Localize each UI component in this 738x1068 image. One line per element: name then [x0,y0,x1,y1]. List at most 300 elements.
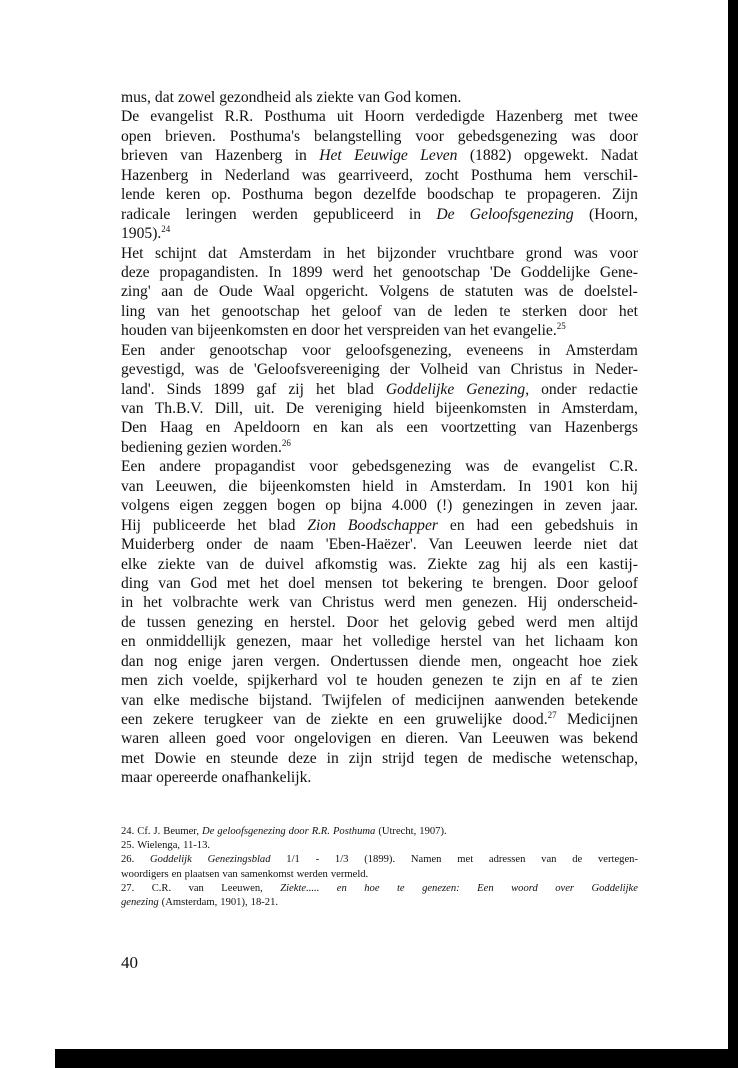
word: was [465,458,490,476]
word: op [325,497,341,515]
word: steunde [230,749,279,767]
word: verdedigde [415,108,485,126]
word: Dill, [214,400,243,417]
paragraph [121,107,638,243]
word: genootschap [402,263,481,281]
word: gebedshuis [544,516,614,534]
word: zowel [177,89,216,106]
word: dan [121,652,144,670]
word: het [525,633,545,651]
word: tussen [146,613,186,631]
word: samenkomst [240,868,294,880]
text-line [121,496,638,515]
word: Amsterdam. [429,477,507,495]
text-line [121,244,638,263]
word: 25. [121,840,135,852]
word: over [555,882,575,894]
word: komen. [415,89,462,106]
word: Waal [263,283,295,301]
word: land'. [121,380,155,398]
word: genezen: [422,882,460,894]
word: gezondheid [219,89,292,106]
word: elke [153,691,180,709]
paragraph [121,244,638,341]
word: in [543,497,556,515]
text-line [121,341,638,360]
word: Amsterdam, [561,400,638,417]
word: voor [302,341,331,359]
word: mensen [324,574,373,592]
word: radicale [121,205,171,223]
word: In [518,477,532,495]
word: kon [614,633,638,651]
word: en [313,419,328,437]
word: voor [415,127,444,145]
word: waren [121,730,160,748]
word: werd [332,263,364,281]
word: volgens [121,497,170,515]
word: Amsterdam [238,244,312,262]
word: Den [121,419,147,437]
text-line [121,146,638,165]
word: uit [336,108,354,126]
word: adressen [488,854,526,866]
word: dezelfde [363,186,417,204]
word: vergen. [273,652,320,670]
word: bediening [121,438,183,456]
word: in [408,205,422,223]
word: uit. [254,400,275,417]
word: kastij- [598,555,638,573]
word: open [121,127,152,145]
word: als [295,89,313,106]
word: gaf [256,380,277,398]
word: Neder- [594,361,638,379]
paragraph [121,341,638,458]
word: in [537,400,551,417]
word: door [609,127,638,145]
text-line [121,88,638,107]
word: bijeenkomsten [435,400,527,417]
word: was. [388,555,417,573]
word: te [472,574,484,592]
word: Het [319,147,342,165]
word: houden [121,322,167,340]
word: leerde [533,536,572,554]
word: was [194,361,220,379]
word: door [288,826,309,837]
word: diende [418,652,461,670]
word: door [311,322,340,340]
word: hem [544,166,572,184]
word: De [285,400,304,417]
word: zijn [513,672,537,690]
word: evangelist [532,458,596,476]
word: het [143,594,163,612]
word: met [457,854,474,866]
word: men [567,613,595,631]
word: zocht [424,166,459,184]
word: woord [511,882,538,894]
word: Geloofsgenezing [469,205,574,223]
word: en [381,730,396,748]
word: men, [470,652,502,670]
text-line [121,399,638,418]
footnote-ref: 24 [161,224,171,235]
word: vruchtbare [447,244,515,262]
word: en [205,419,221,437]
word: hield [362,477,394,495]
word: en [264,613,279,631]
word: onder [206,536,242,554]
word: Twijfelen [322,691,382,709]
word: voor [309,458,338,476]
word: bijstand. [258,691,313,709]
word: genootschap [221,302,300,320]
word: zeven [565,497,602,515]
word: in [572,361,585,379]
word: Sinds [166,380,202,398]
word: Hazenberg [495,108,563,126]
word: Goddelijke [385,380,455,398]
word: gebedsgenezing [351,458,452,476]
word: van [206,555,229,573]
text-line [121,224,638,243]
word: van [156,302,180,320]
word: Leeuwen [492,730,550,748]
word: alleen [168,730,207,748]
text-line [121,302,638,321]
word: plaatsen [184,868,220,880]
text-line [121,729,638,748]
scan-border-bottom [55,1049,738,1068]
word: lende [121,186,155,204]
word: zien [611,672,638,690]
word: was [523,283,549,301]
word: God [384,89,412,106]
word: het [343,322,363,340]
text-line [121,574,638,593]
word: ongeacht [512,652,569,670]
word: doel [288,574,316,592]
word: de [121,613,136,631]
word: naam [280,536,314,554]
text-line [121,107,638,126]
word: men [425,594,453,612]
word: te [591,672,603,690]
word: geloofsgenezing [217,826,286,837]
word: aanwenden [494,691,565,709]
word: genezing [196,613,254,631]
word: de [239,555,255,573]
word: tegen [424,749,458,767]
word: Goddelijke [591,882,638,894]
text-line [121,477,638,496]
word: Oude [218,283,253,301]
word: en [121,633,136,651]
word: herstel [440,633,483,651]
word: van [393,302,416,320]
word: het [311,302,331,320]
word: geloofsgenezing, [345,341,452,359]
word: Leeuwen [464,536,522,554]
word: deze [288,749,317,767]
word: blad [347,380,374,398]
word: (Utrecht, [378,826,417,837]
word: gelovig [419,613,467,631]
word: met [226,574,251,592]
word: met [574,108,598,126]
word: Hazenberg [121,166,189,184]
word: enige [187,652,222,670]
word: keren [165,186,201,204]
word: C.R. [609,458,638,476]
text-line [121,418,638,437]
word: verschil- [583,166,638,184]
word: 1899 [213,380,245,398]
word: betekende [574,691,638,709]
word: een [511,516,533,534]
word: leringen [185,205,237,223]
word: elke [121,555,147,573]
word: wetenschap, [561,749,638,767]
word: de [439,283,455,301]
word: geloof [598,574,638,592]
word: Zion [307,516,336,534]
word: bekering [407,574,463,592]
word: houden [376,672,423,690]
word: zijn [348,749,373,767]
word: Posthuma's [229,127,301,145]
word: met [121,749,145,767]
word: 'Eben-Haëzer'. [325,536,417,554]
word: vereniging [315,400,382,417]
word: het [346,244,366,262]
word: in [294,147,307,165]
word: jaar. [611,497,638,515]
word: en [378,711,394,728]
word: in [405,477,418,495]
text-line [121,185,638,204]
word: van [541,854,557,866]
word: genezen [431,672,484,690]
word: 26. [121,854,135,866]
word: in [326,749,339,767]
word: niet [583,536,608,554]
word: Ziekte [427,555,468,573]
word: gevestigd, [121,361,185,379]
word: het [470,322,490,340]
word: propageren. [526,186,601,204]
word: was [571,127,596,145]
word: Boodschapper [347,516,438,534]
word: vol [326,672,347,690]
word: zeggen [223,497,268,515]
word: het [373,263,393,281]
word: Leeuwen, [221,882,263,894]
word: te [356,672,368,690]
word: Christus [322,594,375,612]
word: afkomstig [315,555,378,573]
word: werd [384,594,416,612]
word: Cf. [137,826,151,837]
word: Goddelijke [520,263,591,281]
word: medische [492,749,552,767]
word: een [566,555,589,573]
word: van [289,594,312,612]
word: de [305,711,321,728]
word: gebed [477,613,515,631]
word: de [467,749,483,767]
word: van [222,868,238,880]
word: Nadat [600,147,638,165]
word: De [202,826,215,837]
text-line [121,853,638,867]
word: het [191,302,211,320]
word: het [342,633,362,651]
word: bogen [277,497,316,515]
word: bijzonder [377,244,437,262]
word: het [389,613,409,631]
word: onmiddellijk [146,633,226,651]
word: Namen [410,854,442,866]
word: woordigers [121,868,169,880]
word: Het [121,244,144,262]
word: van [121,400,144,417]
word: hield [393,400,425,417]
word: zing' [121,283,151,301]
word: propagandisten. [159,263,259,281]
text-line [121,438,638,457]
word: grond [525,244,563,262]
word: (1882) [469,147,512,165]
text-line [121,555,638,574]
paragraph [121,457,638,787]
text-line [121,691,638,710]
word: vermeld. [330,868,369,880]
text-line [121,749,638,768]
word: Zijn [611,186,638,204]
text-line [121,710,638,729]
word: brieven [121,147,168,165]
word: en [171,868,182,880]
word: gearriveerd, [337,166,413,184]
word: werk [248,594,280,612]
word: R.R. [224,108,254,126]
word: te [499,302,511,320]
word: Posthuma [332,826,376,837]
body-text [121,88,638,788]
word: Door [346,613,379,631]
word: brieven. [165,127,216,145]
word: nog [154,652,178,670]
word: Haag [159,419,193,437]
word: vertegen- [597,854,638,866]
text-line [121,282,638,301]
word: 1907). [419,826,447,837]
word: van [357,89,381,106]
word: die [228,477,248,495]
word: doelstel- [584,283,638,301]
footnote-ref: 25 [556,321,566,332]
word: hoe [579,652,602,670]
word: brengen. [492,574,547,592]
word: mus, [121,89,151,106]
word: Posthuma [264,108,326,126]
word: aan [161,283,183,301]
word: van [443,322,467,340]
word: In [268,263,282,281]
word: was [301,166,326,184]
word: genezingen [462,497,534,515]
text-line [121,613,638,632]
word: evangelist [150,108,214,126]
word: onder [541,380,577,398]
text-line [121,825,638,839]
word: had [476,516,500,534]
word: belangstelling [313,127,402,145]
word: kan [340,419,364,437]
word: een [121,711,143,728]
footnotes [121,825,638,910]
text-line [121,882,638,896]
word: Volgens [378,283,429,301]
word: (Hoorn, [589,205,638,223]
text-line [121,868,638,882]
word: J. [153,826,161,837]
word: te [504,186,516,204]
text-line [121,127,638,146]
word: 1901), [220,897,248,909]
word: de [193,283,209,301]
word: Leven [420,147,458,165]
word: van [188,882,204,894]
word: 1901 [543,477,575,495]
footnote-ref: 26 [281,437,291,448]
text-line [121,896,638,910]
word: ongelovigen [294,730,372,748]
word: Leeuwen, [155,477,217,495]
text-line [121,321,638,340]
word: Hazenberg [215,147,283,165]
footnote [121,853,638,881]
word: propagandist [214,458,296,476]
word: geloof [341,302,382,320]
word: herstel. [289,613,336,631]
word: van [170,322,194,340]
word: of [391,691,405,709]
word: het [315,380,335,398]
word: God [190,574,218,592]
word: Een [121,341,146,359]
footnote [121,839,638,853]
text-line [121,166,638,185]
word: gebedsgenezing [457,127,558,145]
word: R.R. [311,826,330,837]
word: Dowie [154,749,196,767]
word: en [205,749,221,767]
word: van [529,419,552,437]
word: Hij [527,594,548,612]
word: ziek [612,652,638,670]
word: gepubliceerd [313,205,394,223]
word: dat [208,244,228,262]
word: begon [314,186,353,204]
word: in [625,516,638,534]
word: onafhankelijk. [221,769,312,787]
word: 'Geloofsvereeniging [253,361,380,379]
word: en [292,322,308,340]
